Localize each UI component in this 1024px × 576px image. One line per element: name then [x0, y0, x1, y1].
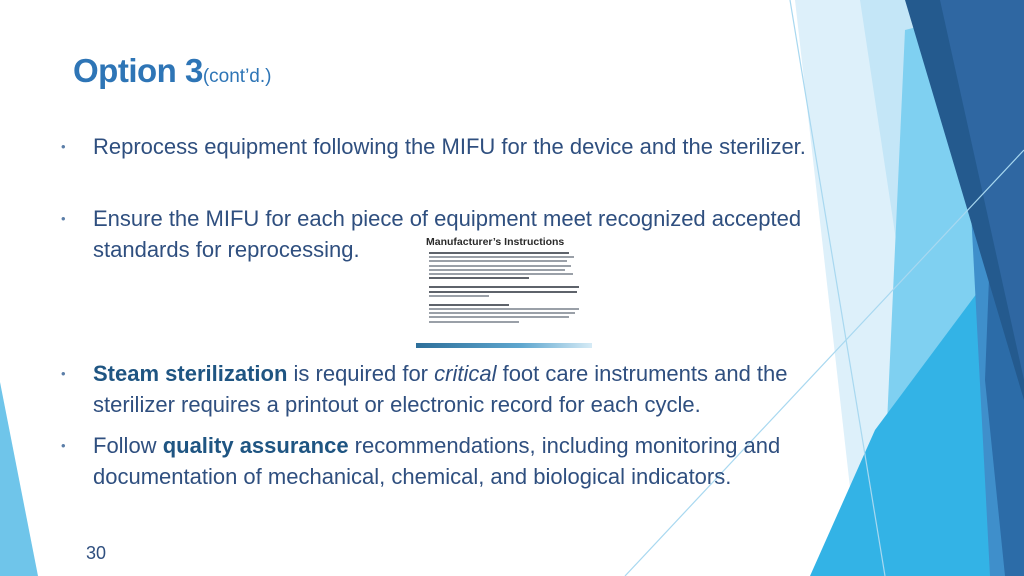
- bullet-marker: •: [61, 366, 66, 381]
- title-main: Option 3: [73, 52, 203, 89]
- image-text-line: [429, 269, 565, 271]
- image-text-line: [429, 308, 579, 310]
- left-edge-wedge: [0, 382, 38, 576]
- bullet-marker: •: [61, 139, 66, 154]
- bold-term: Steam sterilization: [93, 361, 288, 386]
- image-text-line: [429, 260, 567, 262]
- image-text-line: [429, 295, 489, 297]
- bold-term: quality assurance: [162, 433, 349, 458]
- italic-term: critical: [434, 361, 497, 386]
- bullet-text: Ensure the MIFU for each piece of equipment meet recognized accepted standards for reprocessing.: [93, 206, 802, 262]
- image-text-line: [429, 265, 571, 267]
- image-text-line: [429, 312, 575, 314]
- image-text-line: [429, 291, 577, 293]
- image-text-line: [429, 256, 574, 258]
- page-number: 30: [86, 543, 107, 563]
- bullet-text: Reprocess equipment following the MIFU for the device and the sterilizer.: [93, 134, 806, 159]
- image-text-line: [429, 321, 519, 323]
- bullet-item: [61, 358, 853, 420]
- bullet-marker: •: [61, 438, 66, 453]
- image-text-line: [429, 273, 573, 275]
- title-suffix: (cont’d.): [202, 66, 272, 87]
- manufacturer-instructions-image: [416, 235, 592, 345]
- slide-title: [73, 52, 271, 90]
- image-text-line: [429, 277, 529, 279]
- image-title: Manufacturer’s Instructions: [426, 236, 565, 248]
- image-text-line: [429, 286, 579, 288]
- image-text-line: [429, 304, 509, 306]
- bullet-text: is required for: [287, 361, 435, 386]
- bullet-item: [61, 131, 853, 162]
- image-bottom-edge: [416, 343, 592, 348]
- bullet-text: foot care instruments and the sterilizer requires a printout or electronic record for each cycle.: [93, 361, 788, 417]
- image-text-line: [429, 316, 569, 318]
- bullet-text: recommendations, including monitoring and documentation of mechanical, chemical, and biological indicators.: [93, 433, 781, 489]
- bullet-text: Follow: [93, 433, 163, 458]
- bullet-marker: •: [61, 211, 66, 226]
- bullet-item: [61, 430, 853, 492]
- image-text-line: [429, 252, 569, 254]
